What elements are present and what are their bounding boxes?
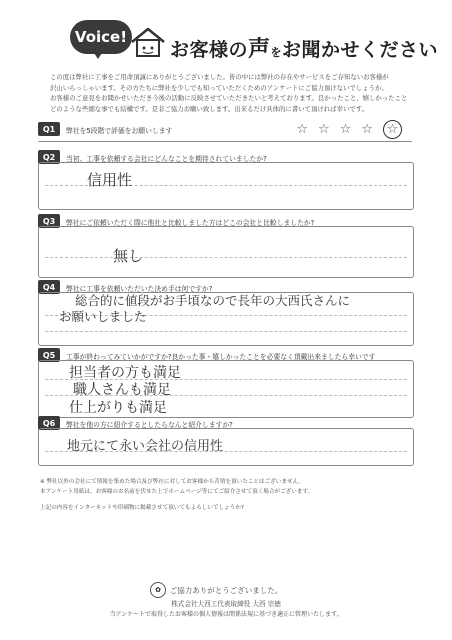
divider: [38, 141, 412, 144]
question-text: 弊社に工事を依頼いただいた決め手は何ですか?: [66, 285, 213, 293]
voice-badge: Voice!: [70, 20, 132, 54]
handwritten-answer: 職人さんも満足: [73, 382, 171, 398]
star-icon[interactable]: ☆: [339, 122, 362, 137]
question-text: 弊社を他の方に紹介するとしたらなんと紹介しますか?: [66, 421, 233, 429]
footnote: 本アンケート用紙は、お客様のお名前を伏せた上でホームページ等にてご紹介させて頂く場合がございます。: [40, 489, 314, 495]
handwritten-answer: 仕上がりも満足: [69, 400, 167, 416]
question-text: 弊社を5段階で評価をお願いします: [66, 127, 173, 135]
handwritten-answer: 担当者の方も満足: [69, 365, 181, 381]
page-title: お客様の声をお聞かせください: [170, 37, 439, 62]
answer-box[interactable]: [38, 360, 414, 418]
speech-tail: [92, 50, 104, 59]
star-icon-selected[interactable]: ☆: [383, 120, 402, 139]
handwritten-answer: 総合的に値段がお手頃なので長年の大西氏さんに: [75, 293, 351, 308]
question-label: Q3: [38, 214, 60, 228]
question-text: 弊社にご依頼いただく際に他社と比較しました方はどこの会社と比較しましたか?: [66, 219, 315, 227]
footnote: 上記の内容をインターネットや印刷物に掲載させて頂いてもよろしいでしょうか?: [40, 505, 244, 511]
handwritten-answer: 地元にて永い会社の信用性: [67, 439, 224, 454]
answer-box[interactable]: [38, 428, 414, 466]
question-label: Q4: [38, 280, 60, 294]
handwritten-answer: 無し: [113, 247, 144, 265]
company-name: 株式会社大西工代表取締役 大西 宗徳: [171, 600, 281, 608]
star-icon[interactable]: ☆: [296, 122, 319, 137]
handwritten-answer: お願いしました: [59, 309, 147, 324]
handwritten-answer: 信用性: [87, 171, 133, 189]
thanks-text: ご協力ありがとうございました。: [169, 586, 283, 595]
answer-box[interactable]: [38, 292, 414, 346]
question-label: Q1: [38, 122, 60, 136]
question-label: Q5: [38, 348, 60, 362]
intro-text: この度は弊社に工事をご用命頂誠にありがとうございました。皆の中には弊社の存在やサービスをご存知ないお客様が 沢山いらっしゃいます。その方たちに弊社を少しでも知っていただくためのアンケートにご協力頂けないでしょうか。 お客様のご意見をお聞かせいただき今後の活動に反映させていただきたいと考えております。良かったこと、嬉しかったこと どのような些細な事でも結構です。是非ご協力お願い致します。出来るだけ具体的に書いて頂ければ幸いです。: [50, 73, 408, 113]
question-label: Q6: [38, 416, 60, 430]
house-icon: [128, 26, 168, 58]
rating-stars[interactable]: [296, 120, 402, 139]
star-icon[interactable]: ☆: [318, 122, 340, 137]
star-icon[interactable]: ☆: [361, 122, 383, 137]
answer-box[interactable]: [38, 226, 414, 278]
question-text: 工事が終わってみていかがですか?良かった事・嬉しかったことを必要なく頂戴出来ましたら幸いです: [66, 353, 376, 361]
privacy-note: 当アンケートで取得したお客様の個人情報は関係法規に基づき適正に管理いたします。: [109, 611, 343, 618]
header: [0, 0, 452, 70]
question-label: Q2: [38, 150, 60, 164]
company-logo-icon: ✿: [150, 582, 166, 598]
footnote: ※ 弊社以外の会社にて情報を集めた場合及び弊社に対してお客様から苦情を頂いたことはございません。: [40, 479, 305, 485]
answer-box[interactable]: [38, 162, 414, 210]
question-1: [38, 122, 412, 140]
question-text: 当初、工事を依頼する会社にどんなことを期待されていましたか?: [66, 155, 267, 163]
